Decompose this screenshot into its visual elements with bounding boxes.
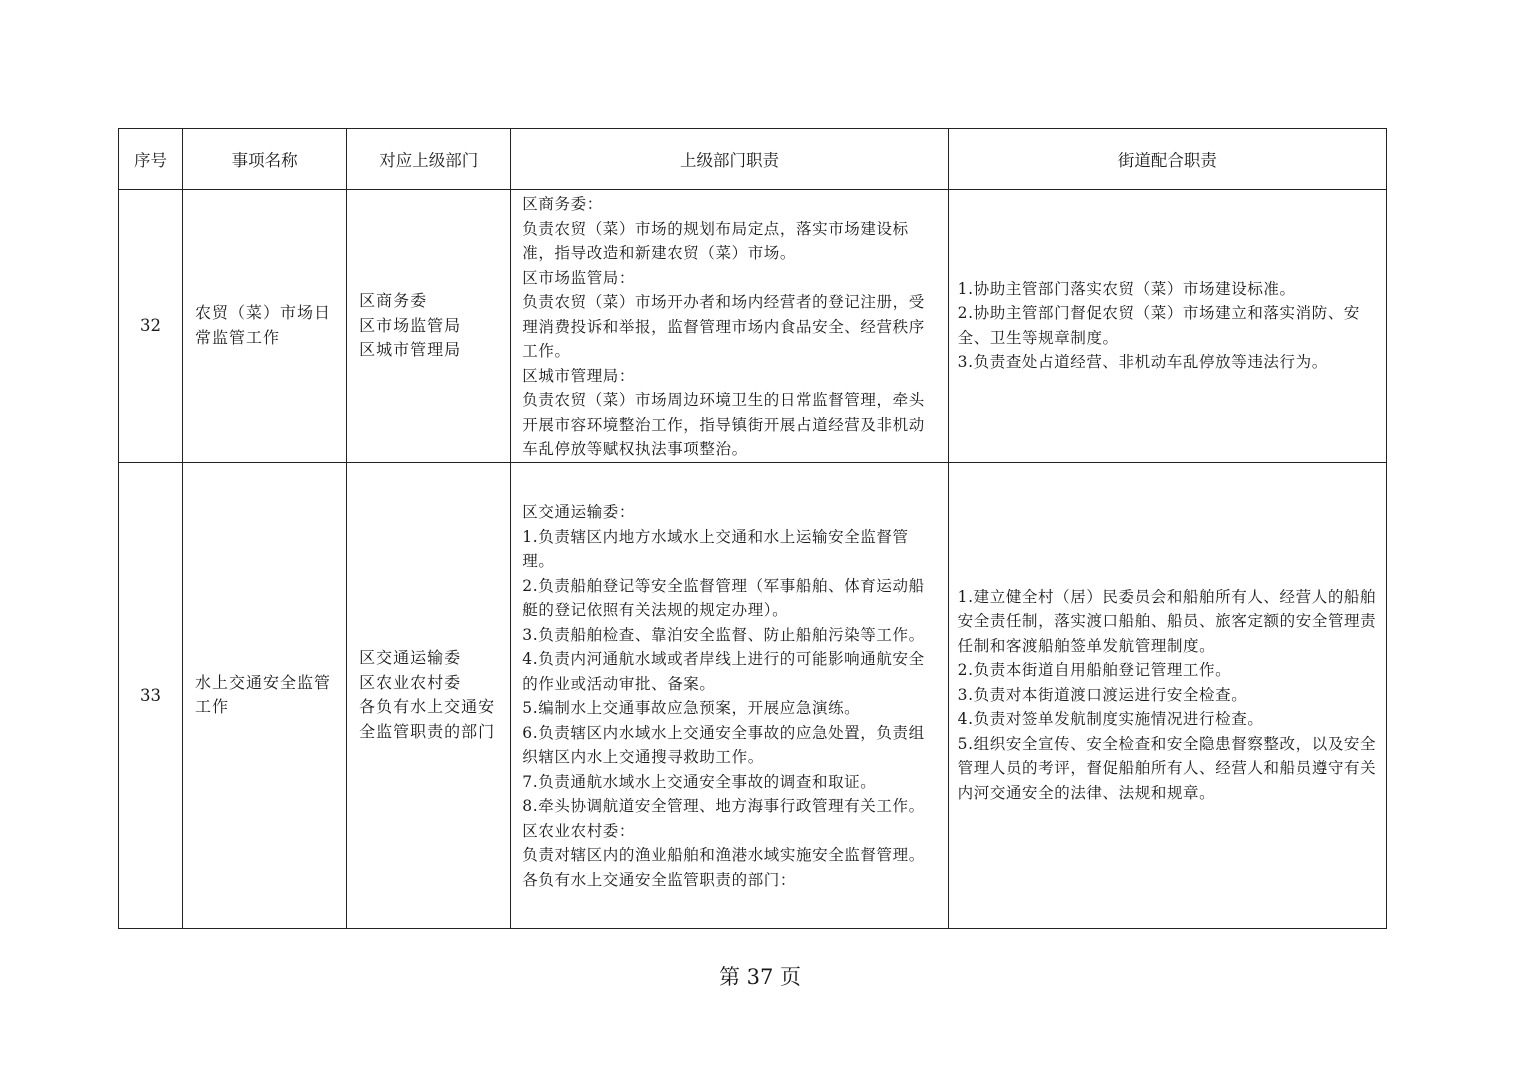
street-duty-line: 3.负责对本街道渡口渡运进行安全检查。 xyxy=(957,685,1248,704)
header-item-name: 事项名称 xyxy=(183,129,347,190)
row-superior-duties xyxy=(511,462,948,928)
department-line: 区城市管理局 xyxy=(359,340,462,359)
table-row xyxy=(119,462,1387,928)
row-street-duties xyxy=(948,462,1386,928)
street-duty-line: 5.组织安全宣传、安全检查和安全隐患督察整改，以及安全管理人员的考评，督促船舶所有人、经营人和船员遵守有关内河交通安全的法律、法规和规章。 xyxy=(957,734,1377,802)
row-item-name: 农贸（菜）市场日常监管工作 xyxy=(183,190,347,463)
page-number: 第 37 页 xyxy=(718,965,802,989)
duty-line: 区市场监管局： xyxy=(522,268,635,287)
duty-line: 负责农贸（菜）市场周边环境卫生的日常监督管理，牵头开展市容环境整治工作，指导镇街开展占道经营及非机动车乱停放等赋权执法事项整治。 xyxy=(522,391,925,458)
row-superior-duties xyxy=(511,190,948,463)
street-duty-line: 3.负责查处占道经营、非机动车乱停放等违法行为。 xyxy=(957,353,1328,372)
header-row xyxy=(119,129,1387,190)
department-line: 区农业农村委 xyxy=(359,672,462,692)
street-duty-line: 2.负责本街道自用船舶登记管理工作。 xyxy=(957,661,1232,680)
street-duty-line: 4.负责对签单发航制度实施情况进行检查。 xyxy=(957,710,1264,729)
department-line: 区交通运输委 xyxy=(359,648,462,667)
row-departments xyxy=(347,462,511,928)
row-street-duties xyxy=(948,190,1386,463)
duty-line: 1.负责辖区内地方水域水上交通和水上运输安全监督管理。 xyxy=(522,527,909,570)
department-line: 区商务委 xyxy=(359,291,428,310)
duty-line: 各负有水上交通安全监管职责的部门： xyxy=(522,870,796,889)
row-seq: 32 xyxy=(119,190,183,463)
department-line: 各负有水上交通安全监管职责的部门 xyxy=(359,697,496,741)
department-line: 区市场监管局 xyxy=(359,315,462,335)
header-street-duties: 街道配合职责 xyxy=(948,129,1386,190)
table-body xyxy=(119,190,1387,929)
duty-line: 负责对辖区内的渔业船舶和渔港水域实施安全监督管理。 xyxy=(522,846,925,864)
duty-line: 区交通运输委： xyxy=(522,503,635,521)
table-row xyxy=(119,190,1387,463)
table-header xyxy=(119,129,1387,190)
duty-line: 4.负责内河通航水域或者岸线上进行的可能影响通航安全的作业或活动审批、备案。 xyxy=(522,650,925,693)
duty-line: 区农业农村委： xyxy=(522,821,635,840)
row-item-name: 水上交通安全监管工作 xyxy=(183,462,347,928)
duty-line: 7.负责通航水域水上交通安全事故的调查和取证。 xyxy=(522,772,877,791)
street-duty-line: 1.协助主管部门落实农贸（菜）市场建设标准。 xyxy=(957,279,1296,298)
header-superior-duties: 上级部门职责 xyxy=(511,129,948,190)
duty-line: 区商务委： xyxy=(522,195,603,213)
duty-line: 负责农贸（菜）市场开办者和场内经营者的登记注册，受理消费投诉和举报，监督管理市场内食品安全、经营秩序工作。 xyxy=(522,293,925,360)
header-seq: 序号 xyxy=(119,129,183,190)
row-seq: 33 xyxy=(119,462,183,928)
duty-line: 区城市管理局： xyxy=(522,366,635,385)
street-duty-line: 1.建立健全村（居）民委员会和船舶所有人、经营人的船舶安全责任制，落实渡口船舶、船员、旅客定额的安全管理责任制和客渡船舶签单发航管理制度。 xyxy=(957,587,1377,655)
duty-line: 2.负责船舶登记等安全监督管理（军事船舶、体育运动船艇的登记依照有关法规的规定办理）。 xyxy=(522,576,925,619)
header-superior-department: 对应上级部门 xyxy=(347,129,511,190)
row-departments xyxy=(347,190,511,463)
duty-line: 8.牵头协调航道安全管理、地方海事行政管理有关工作。 xyxy=(522,797,925,815)
duty-line: 6.负责辖区内水域水上交通安全事故的应急处置，负责组织辖区内水上交通搜寻救助工作。 xyxy=(522,723,925,766)
street-duty-line: 2.协助主管部门督促农贸（菜）市场建立和落实消防、安全、卫生等规章制度。 xyxy=(957,304,1361,347)
responsibility-table xyxy=(118,128,1387,929)
duty-line: 负责农贸（菜）市场的规划布局定点，落实市场建设标准，指导改造和新建农贸（菜）市场。 xyxy=(522,219,909,262)
duty-line: 3.负责船舶检查、靠泊安全监督、防止船舶污染等工作。 xyxy=(522,625,925,644)
duty-line: 5.编制水上交通事故应急预案，开展应急演练。 xyxy=(522,699,861,717)
